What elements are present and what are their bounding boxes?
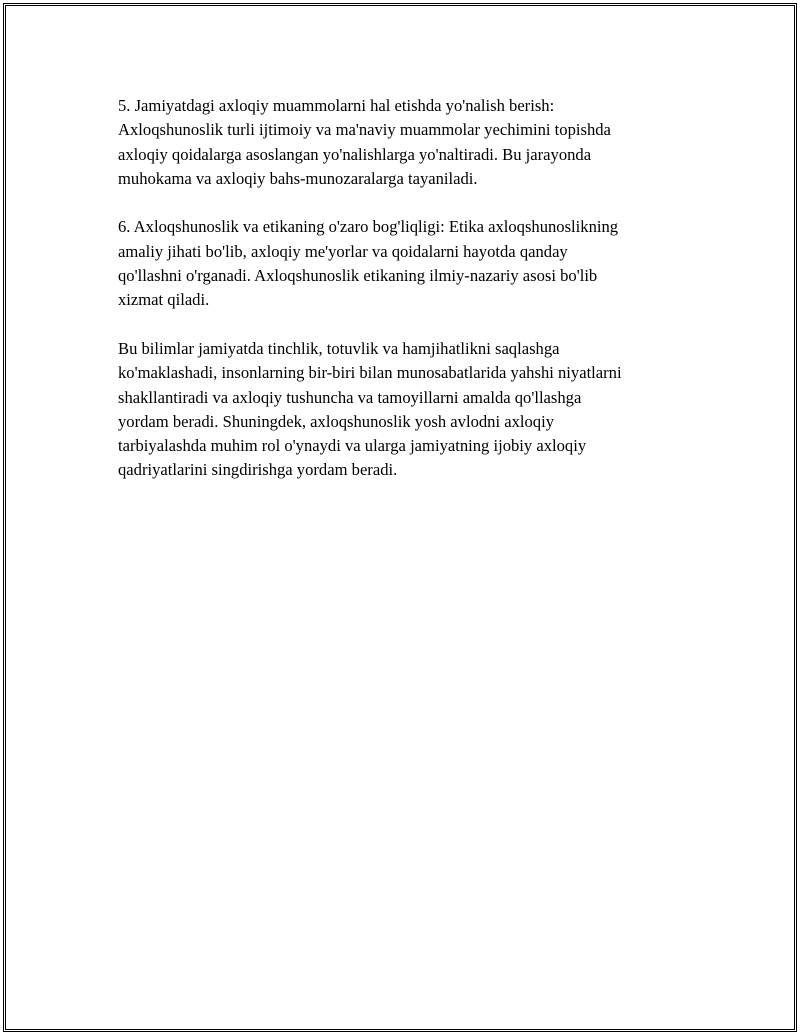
text-line: shakllantiradi va axloqiy tushuncha va tamoyillarni amalda qo'llashga	[118, 387, 582, 407]
document-body	[118, 94, 688, 507]
paragraph-item-5	[118, 94, 688, 191]
text-line: ko'maklashadi, insonlarning bir-biri bilan munosabatlarida yahshi niyatlarni	[118, 363, 622, 383]
paragraph-item-6	[118, 215, 688, 312]
text-line: muhokama va axloqiy bahs-munozaralarga tayaniladi.	[118, 168, 478, 188]
text-line: qo'llashni o'rganadi. Axloqshunoslik etikaning ilmiy-nazariy asosi bo'lib	[118, 266, 598, 286]
text-line: yordam beradi. Shuningdek, axloqshunoslik yosh avlodni axloqiy	[118, 411, 554, 431]
text-line: axloqiy qoidalarga asoslangan yo'nalishlarga yo'naltiradi. Bu jarayonda	[118, 144, 592, 164]
text-line: Axloqshunoslik turli ijtimoiy va ma'naviy muammolar yechimini topishda	[118, 120, 611, 140]
text-line: qadriyatlarini singdirishga yordam beradi.	[118, 460, 398, 480]
text-line: tarbiyalashda muhim rol o'ynaydi va ularga jamiyatning ijobiy axloqiy	[118, 436, 587, 456]
text-line: 5. Jamiyatdagi axloqiy muammolarni hal etishda yo'nalish berish:	[118, 96, 555, 115]
text-line: xizmat qiladi.	[118, 290, 210, 310]
text-line: 6. Axloqshunoslik va etikaning o'zaro bog'liqligi: Etika axloqshunoslikning	[118, 217, 619, 237]
paragraph-conclusion	[118, 337, 688, 483]
text-line: Bu bilimlar jamiyatda tinchlik, totuvlik va hamjihatlikni saqlashga	[118, 338, 560, 358]
text-line: amaliy jihati bo'lib, axloqiy me'yorlar va qoidalarni hayotda qanday	[118, 241, 568, 261]
